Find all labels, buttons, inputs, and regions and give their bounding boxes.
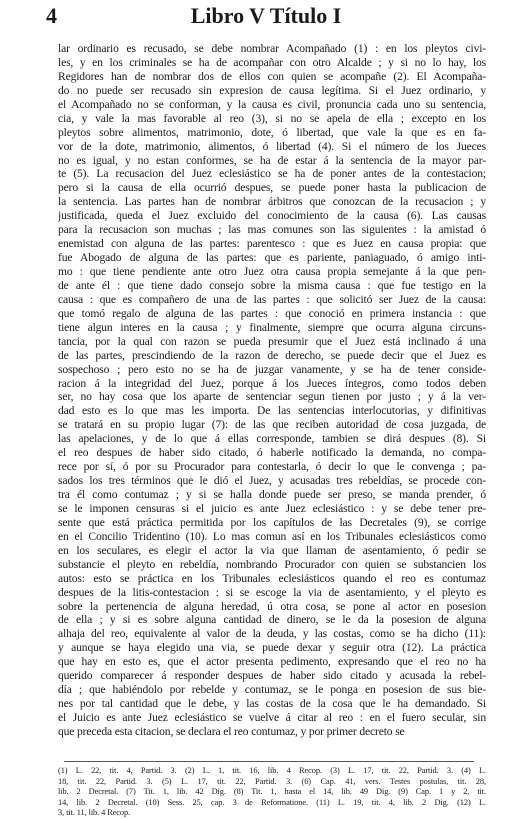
text-line: enemistad con alguna de las partes: parentesco : que es Juez en causa propia: que [58,237,486,251]
text-line: mo : que tiene pendiente ante otro Juez otra causa propia semejante á la que pen- [58,265,486,278]
footnote-line: lib. 2 Decretal. (7) Tit. 1, lib. 42 Dig. (8) Tit. 1, hasta el 14, lib. 49 Dig. (9) Cap. 1 y 2, tit. [58,787,486,797]
text-line: causa : que es compañero de una de las partes : que solicitó ser Juez de la causa: [58,292,486,306]
footnote-line: 18, tit. 22, Partid. 3. (5) L. 17, tit. 22, Partid. 3. (6) Cap. 41, vers. Testes postulas, tit. 28, [58,776,486,786]
text-line: el Juicio es ante Juez eclesiástico se vuelve á citar al reo : en el fuero secular, sin [58,711,486,724]
page-number: 4 [46,3,57,28]
text-line: en el Concilio Tridentino (10). Lo mas comun así en los Tribunales eclesiásticos como [58,529,486,543]
text-line: autos: esto se práctica en los Tribunales eclesiásticos quando el reo es contumaz [58,571,486,585]
main-text [58,42,486,739]
text-line: nes por tal cantidad que le debe, y las costas de la cosa que le ha demandado. Si [58,697,486,711]
text-line: sados los tres términos que le dió el Juez, y acusadas tres rebeldías, se procede con- [58,474,486,488]
text-line: alhaja del reo, equivalente al valor de la deuda, y las costas, como se ha dicho (11): [58,627,486,641]
text-line: no es igual, y no estan conformes, se ha de estar á la sentencia de la mayor par- [58,153,486,167]
text-line: racion á la integridad del Juez, porque á los Jueces íntegros, como todos deben [58,376,486,390]
running-head: Libro V Título I [190,3,342,28]
text-line: les, y en los criminales se ha de acompañar con otro Alcalde ; y si no lo hay, los [58,55,486,69]
text-line: vor de la dote, matrimonio, alimentos, ó libertad (4). Si el número de los Jueces [58,139,486,153]
text-line: lar ordinario es recusado, se debe nombrar Acompañado (1) : en los pleytos civi- [58,42,486,55]
footnote-line: 3, tit. 11, lib. 4 Recop. [58,808,131,818]
footnote-line: 14, lib. 2 Decretal. (10) Sess. 25, cap. 3 de Reformatione. (11) L. 19, tit. 4, lib. 2 Dig. (12) L. [58,797,486,807]
text-line: rece por sí, ó por su Procurador para contestarla, ó decir lo que le convenga ; pa- [58,460,486,474]
text-line: sobre la pertenencia de alguna heredad, ú otra cosa, se pone al actor en posesion [58,599,486,613]
text-line: pleytos sobre alimentos, matrimonio, dote, ó libertad, que vale la que es en fa- [58,125,486,139]
text-line: día ; que habiéndolo por rebelde y contumaz, se le ponga en posesion de sus bie- [58,683,486,697]
text-line: el reo despues de haber sido citado, ó haberle notificado la demanda, no compa- [58,446,486,460]
text-line: despues de la litis-contestacion : si se escoge la via de asentamiento, y el pleyto es [58,585,486,599]
text-line: para la recusacion son muchas ; las mas comunes son las siguientes : la amistad ó [58,223,486,237]
footnotes [58,766,486,819]
text-line: fue Abogado de alguna de las partes: que es pariente, paniaguado, ó amigo inti- [58,251,486,265]
page-header [0,0,532,40]
text-line: tra él como contumaz ; y si se halla donde puede ser preso, se manda prender, ó [58,488,486,501]
text-line: tiene algun interes en la causa ; y finalmente, siempre que ocurra alguna circuns- [58,320,486,334]
text-line: el Acompañado no se conforman, y la causa es civil, pronuncia cada uno su sentencia, [58,97,486,111]
text-line: justificada, queda el Juez excluido del conocimiento de la causa (6). Las causas [58,209,486,223]
text-line: la sentencia. Las partes han de nombrar árbitros que conozcan de la recusacion ; y [58,195,486,209]
text-line: pero si la causa de ella ocurrió despues, se puede poner hasta la publicacion de [58,181,486,195]
text-line: de ante él : que tiene dado consejo sobre la misma causa : que fue testigo en la [58,278,486,292]
text-line: cia, y vale la mas favorable al reo (3), si no se apela de ella ; excepto en los [58,111,486,125]
text-line: querido comparecer á responder despues de haber sido citado y acusada la rebel- [58,669,486,683]
text-line: las apelaciones, y de lo que á ellas corresponde, tambien se dirá despues (8). Si [58,432,486,446]
text-line: que preceda esta citacion, se declara el reo contumaz, y por primer decreto se [58,724,405,738]
text-line: tancia, por la qual con razon se pueda presumir que el Juez está inclinado á una [58,334,486,348]
text-line: que tomó regalo de alguna de las partes : que conoció en primera instancia : que [58,306,486,320]
text-line: sente que está práctica permitida por los capítulos de las Decretales (9), se corrige [58,515,486,529]
text-line: Regidores han de nombrar dos de ellos con quien se acompañe (2). El Acompaña- [58,69,486,83]
text-line: ser, no hay cosa que los aparte de sentenciar segun tienen por justo ; y á la ver- [58,390,486,404]
text-line: de ella ; y si es sobre alguna cantidad de dinero, se le da la posesion de alguna [58,613,486,627]
text-line: se le imponen censuras si el juicio es ante Juez eclesiástico : y se debe tener pre- [58,501,486,515]
text-line: se tratará en su propio lugar (7): de las que reciben autoridad de cosa juzgada, de [58,418,486,432]
text-line: que hay en esto es, que el actor presenta pedimento, expresando que el reo no ha [58,655,486,669]
text-line: sospechoso ; pero esto no se ha de juzgar vanamente, y se ha de tener conside- [58,362,486,376]
text-line: en los seculares, es elegir el actor la via que llaman de asentamiento, ó pedir se [58,543,486,557]
text-line: dad esto es lo que mas les importa. De las sentencias interlocutorias, y difinitivas [58,404,486,418]
footnote-rule [64,761,474,762]
text-line: de las partes, prescindiendo de la razon de derecho, se puede decir que el Juez es [58,348,486,362]
text-line: te (5). La recusacion del Juez eclesiástico se ha de poner antes de la contestacion; [58,167,486,181]
text-line: y aunque se haya elegido una via, se puede dexar y seguir otra (12). La práctica [58,641,486,655]
text-line: do no puede ser recusado sin expresion de causa legítima. Si el Juez ordinario, y [58,83,486,97]
text-line: substancie el pleyto en rebeldía, nombrando Procurador con quien se substancien los [58,557,486,571]
footnote-line: (1) L. 22, tit. 4, Partid. 3. (2) L. 1, tit. 16, lib. 4 Recop. (3) L. 17, tit. 22, Partid. 3. (4) L. [58,766,486,775]
